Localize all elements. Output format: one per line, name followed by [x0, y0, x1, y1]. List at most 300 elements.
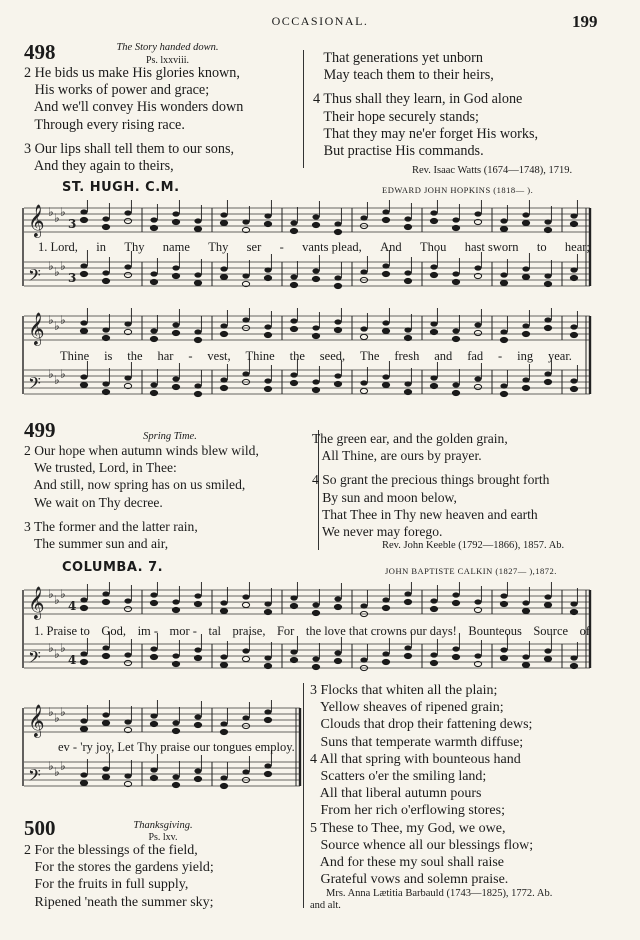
- note-head: [430, 218, 437, 223]
- note-head: [474, 330, 481, 335]
- note-head: [430, 272, 437, 277]
- occasion-500: Thanksgiving.: [133, 820, 193, 831]
- note-head: [360, 334, 367, 339]
- note-head: [172, 653, 179, 658]
- lyric-syllable: fresh: [394, 349, 420, 363]
- note-head: [500, 647, 507, 652]
- note-head: [500, 337, 507, 342]
- note-head: [452, 225, 459, 230]
- note-head: [570, 324, 577, 329]
- note-head: [172, 265, 179, 270]
- note-head: [570, 386, 577, 391]
- note-head: [102, 599, 109, 604]
- note-head: [500, 383, 507, 388]
- note-head: [150, 271, 157, 276]
- lyric-syllable: Source: [533, 624, 569, 638]
- running-header: OCCASIONAL.: [271, 14, 369, 28]
- note-head: [312, 602, 319, 607]
- lyric-syllable: is: [104, 349, 113, 363]
- verse-line: 4 Thus shall they learn, in God alone: [313, 91, 523, 108]
- note-head: [80, 382, 87, 387]
- verse-line: All Thine, are ours by prayer.: [312, 448, 482, 464]
- note-head: [430, 652, 437, 657]
- lyric-syllable: Thine: [60, 349, 90, 363]
- note-head: [80, 209, 87, 214]
- lyric-syllable: vest,: [207, 349, 231, 363]
- psalm-ref-498: Ps. lxxviii.: [145, 55, 190, 66]
- note-head: [102, 327, 109, 332]
- note-head: [264, 275, 271, 280]
- note-head: [500, 272, 507, 277]
- note-head: [264, 655, 271, 660]
- note-head: [312, 268, 319, 273]
- note-head: [194, 776, 201, 781]
- note-head: [242, 219, 249, 224]
- note-head: [522, 331, 529, 336]
- flat-icon: ♭: [54, 373, 60, 387]
- note-head: [220, 377, 227, 382]
- note-head: [452, 271, 459, 276]
- note-head: [264, 378, 271, 383]
- note-head: [290, 220, 297, 225]
- note-head: [172, 607, 179, 612]
- note-head: [264, 221, 271, 226]
- hymn-number-498: 498: [24, 40, 56, 64]
- note-head: [102, 720, 109, 725]
- column-rule: [303, 683, 304, 908]
- note-head: [570, 275, 577, 280]
- time-signature: 3: [68, 271, 77, 285]
- verse-line: 2 Our hope when autumn winds blew wild,: [24, 443, 259, 458]
- note-head: [172, 599, 179, 604]
- verse-line: The green ear, and the golden grain,: [312, 431, 508, 446]
- note-head: [404, 327, 411, 332]
- lyric-syllable: Thy: [208, 240, 229, 254]
- verse-line: Suns that temperate warmth diffuse;: [310, 734, 524, 750]
- note-head: [474, 653, 481, 658]
- note-head: [150, 721, 157, 726]
- note-head: [80, 772, 87, 777]
- lyric-syllable: Thy: [124, 240, 145, 254]
- note-head: [544, 379, 551, 384]
- note-head: [544, 317, 551, 322]
- flat-icon: ♭: [48, 313, 54, 327]
- note-head: [194, 655, 201, 660]
- lyric-syllable: name: [162, 240, 190, 254]
- note-head: [80, 328, 87, 333]
- note-head: [290, 649, 297, 654]
- lyric-syllable: the: [127, 349, 143, 363]
- note-head: [242, 656, 249, 661]
- verse-line: The summer sun and air,: [24, 536, 169, 552]
- note-head: [102, 653, 109, 658]
- treble-clef-icon: 𝄞: [28, 586, 45, 619]
- note-head: [334, 596, 341, 601]
- note-head: [172, 782, 179, 787]
- note-head: [290, 274, 297, 279]
- note-head: [80, 726, 87, 731]
- flat-icon: ♭: [54, 319, 60, 333]
- credit-500: Mrs. Anna Lætitia Barbauld (1743—1825), 1772. Ab.: [326, 888, 553, 899]
- verse-line: 3 The former and the latter rain,: [24, 518, 198, 534]
- note-head: [404, 591, 411, 596]
- occasion-499: Spring Time.: [143, 431, 197, 442]
- note-head: [172, 661, 179, 666]
- note-head: [102, 712, 109, 717]
- note-head: [290, 228, 297, 233]
- note-head: [172, 384, 179, 389]
- verse-line: His works of power and grace;: [24, 82, 210, 99]
- note-head: [150, 328, 157, 333]
- note-head: [312, 276, 319, 281]
- flat-icon: ♭: [60, 705, 66, 719]
- note-head: [382, 651, 389, 656]
- column-rule: [303, 50, 304, 168]
- note-head: [102, 389, 109, 394]
- note-head: [522, 212, 529, 217]
- hymn-number-500: 500: [24, 816, 56, 840]
- flat-icon: ♭: [48, 641, 54, 655]
- lyric-syllable: -: [279, 240, 284, 254]
- lyric-syllable: ing: [517, 349, 534, 363]
- note-head: [312, 664, 319, 669]
- note-head: [404, 270, 411, 275]
- note-head: [474, 211, 481, 216]
- note-head: [570, 221, 577, 226]
- verse-line: We trusted, Lord, in Thee:: [24, 460, 177, 476]
- note-head: [334, 650, 341, 655]
- note-head: [102, 774, 109, 779]
- note-head: [430, 329, 437, 334]
- lyric-syllable: 1. Lord,: [38, 240, 78, 254]
- note-head: [544, 325, 551, 330]
- note-head: [312, 222, 319, 227]
- treble-clef-icon: 𝄞: [28, 704, 45, 737]
- lyrics-columba-line1: [34, 624, 590, 639]
- note-head: [264, 267, 271, 272]
- flat-icon: ♭: [60, 259, 66, 273]
- note-head: [382, 605, 389, 610]
- note-head: [194, 218, 201, 223]
- note-head: [102, 224, 109, 229]
- note-head: [544, 648, 551, 653]
- note-head: [290, 372, 297, 377]
- note-head: [312, 214, 319, 219]
- note-head: [220, 212, 227, 217]
- note-head: [312, 325, 319, 330]
- verse-line: 4 All that spring with bounteous hand: [310, 751, 521, 767]
- note-head: [570, 601, 577, 606]
- flat-icon: ♭: [60, 587, 66, 601]
- bass-clef-icon: 𝄢: [28, 765, 41, 789]
- note-head: [264, 709, 271, 714]
- note-head: [80, 780, 87, 785]
- bass-clef-icon: 𝄢: [28, 265, 41, 289]
- lyric-syllable: the love that crowns our days!: [305, 624, 457, 638]
- note-head: [150, 654, 157, 659]
- flat-icon: ♭: [60, 641, 66, 655]
- verse-line: And they again to theirs,: [24, 158, 174, 175]
- note-head: [500, 391, 507, 396]
- lyric-syllable: fad: [467, 349, 484, 363]
- verse-line: Grateful vows and solemn praise.: [310, 872, 509, 888]
- lyrics-st-hugh-line2: [60, 349, 572, 364]
- note-head: [452, 600, 459, 605]
- verses-498-right: [313, 50, 538, 160]
- verse-line: [24, 134, 243, 141]
- verse-line: Clouds that drop their fattening dews;: [310, 717, 533, 733]
- lyric-syllable: mor -: [169, 624, 197, 638]
- lyric-syllable: The: [360, 349, 380, 363]
- note-head: [194, 226, 201, 231]
- verse-line: But practise His commands.: [313, 143, 484, 160]
- note-head: [80, 605, 87, 610]
- note-head: [570, 267, 577, 272]
- verse-line: And for these my soul shall raise: [310, 855, 505, 871]
- verse-line: And we'll convey His wonders down: [24, 99, 244, 116]
- note-head: [194, 714, 201, 719]
- note-head: [312, 379, 319, 384]
- note-head: [194, 280, 201, 285]
- note-head: [404, 335, 411, 340]
- note-head: [194, 391, 201, 396]
- note-head: [264, 386, 271, 391]
- tune-name-columba: COLUMBA. 7.: [62, 560, 164, 575]
- note-head: [522, 274, 529, 279]
- flat-icon: ♭: [54, 211, 60, 225]
- note-head: [80, 651, 87, 656]
- note-head: [150, 767, 157, 772]
- note-head: [220, 721, 227, 726]
- note-head: [334, 319, 341, 324]
- verse-line: All that liberal autumn pours: [310, 786, 482, 802]
- note-head: [150, 336, 157, 341]
- note-head: [80, 271, 87, 276]
- note-head: [474, 376, 481, 381]
- flat-icon: ♭: [48, 259, 54, 273]
- note-head: [220, 331, 227, 336]
- note-head: [404, 381, 411, 386]
- note-head: [102, 381, 109, 386]
- note-head: [452, 336, 459, 341]
- note-head: [220, 775, 227, 780]
- note-head: [150, 646, 157, 651]
- note-head: [242, 594, 249, 599]
- note-head: [430, 375, 437, 380]
- note-head: [194, 722, 201, 727]
- note-head: [194, 593, 201, 598]
- note-head: [172, 211, 179, 216]
- note-head: [452, 217, 459, 222]
- note-head: [452, 328, 459, 333]
- note-head: [220, 274, 227, 279]
- note-head: [124, 719, 131, 724]
- note-head: [194, 601, 201, 606]
- lyric-syllable: seed,: [319, 349, 346, 363]
- note-head: [220, 608, 227, 613]
- lyrics-st-hugh-line1: [38, 240, 590, 255]
- lyric-syllable: -: [188, 349, 193, 363]
- note-head: [220, 662, 227, 667]
- note-head: [334, 373, 341, 378]
- verses-500-left: [24, 842, 214, 911]
- note-head: [264, 601, 271, 606]
- credit-499: Rev. John Keeble (1792—1866), 1857. Ab.: [382, 540, 565, 551]
- verse-line: From her rich o'erflowing stores;: [310, 803, 505, 819]
- bass-clef-icon: 𝄢: [28, 647, 41, 671]
- note-head: [264, 332, 271, 337]
- note-head: [150, 592, 157, 597]
- note-head: [452, 390, 459, 395]
- lyric-syllable: Bounteous: [468, 624, 522, 638]
- note-head: [102, 591, 109, 596]
- note-head: [430, 606, 437, 611]
- note-head: [124, 272, 131, 277]
- note-head: [172, 728, 179, 733]
- credit-498: Rev. Isaac Watts (1674—1748), 1719.: [412, 165, 573, 176]
- note-head: [172, 720, 179, 725]
- note-head: [264, 609, 271, 614]
- note-head: [452, 646, 459, 651]
- note-head: [382, 209, 389, 214]
- tune-name-st-hugh: ST. HUGH. C.M.: [62, 180, 180, 195]
- verse-line: Their hope securely stands;: [313, 108, 480, 125]
- note-head: [360, 388, 367, 393]
- note-head: [80, 659, 87, 664]
- lyric-syllable: hear;: [564, 240, 590, 254]
- note-head: [220, 385, 227, 390]
- note-head: [430, 383, 437, 388]
- note-head: [290, 318, 297, 323]
- note-head: [452, 279, 459, 284]
- note-head: [334, 283, 341, 288]
- note-head: [334, 658, 341, 663]
- note-head: [544, 227, 551, 232]
- note-head: [102, 270, 109, 275]
- verse-line: [24, 511, 259, 518]
- note-head: [312, 610, 319, 615]
- note-head: [80, 217, 87, 222]
- note-head: [500, 226, 507, 231]
- note-head: [124, 210, 131, 215]
- note-head: [522, 662, 529, 667]
- note-head: [172, 330, 179, 335]
- flat-icon: ♭: [48, 587, 54, 601]
- verse-line: We never may forego.: [312, 524, 443, 540]
- note-head: [452, 382, 459, 387]
- note-head: [382, 320, 389, 325]
- lyric-syllable: 1. Praise to: [34, 624, 90, 638]
- note-head: [544, 273, 551, 278]
- note-head: [220, 600, 227, 605]
- note-head: [264, 663, 271, 668]
- note-head: [102, 645, 109, 650]
- note-head: [334, 327, 341, 332]
- note-head: [124, 652, 131, 657]
- page-number: 199: [572, 12, 598, 31]
- note-head: [290, 380, 297, 385]
- verse-line: Yellow sheaves of ripened grain;: [310, 700, 504, 716]
- treble-clef-icon: 𝄞: [28, 204, 45, 237]
- note-head: [102, 766, 109, 771]
- note-head: [360, 380, 367, 385]
- note-head: [452, 654, 459, 659]
- note-head: [220, 783, 227, 788]
- note-head: [150, 775, 157, 780]
- note-head: [220, 654, 227, 659]
- note-head: [102, 335, 109, 340]
- note-head: [360, 269, 367, 274]
- note-head: [334, 604, 341, 609]
- note-head: [242, 769, 249, 774]
- bass-clef-icon: 𝄢: [28, 373, 41, 397]
- note-head: [500, 280, 507, 285]
- note-head: [80, 320, 87, 325]
- flat-icon: ♭: [54, 711, 60, 725]
- note-head: [194, 647, 201, 652]
- note-head: [430, 660, 437, 665]
- note-head: [382, 328, 389, 333]
- credit-500-alt: and alt.: [310, 900, 341, 911]
- note-head: [382, 271, 389, 276]
- note-head: [360, 326, 367, 331]
- lyric-syllable: For: [276, 624, 295, 638]
- note-head: [544, 594, 551, 599]
- note-head: [360, 603, 367, 608]
- note-head: [264, 324, 271, 329]
- flat-icon: ♭: [54, 593, 60, 607]
- composer-st-hugh: EDWARD JOHN HOPKINS (1818— ).: [382, 185, 534, 195]
- verse-line: That Thee in Thy new heaven and earth: [312, 506, 538, 522]
- verse-line: Scatters o'er the smiling land;: [310, 769, 487, 785]
- note-head: [404, 599, 411, 604]
- lyric-syllable: the: [289, 349, 305, 363]
- note-head: [150, 217, 157, 222]
- note-head: [500, 329, 507, 334]
- note-head: [570, 655, 577, 660]
- flat-icon: ♭: [54, 765, 60, 779]
- note-head: [404, 224, 411, 229]
- note-head: [544, 656, 551, 661]
- note-head: [522, 266, 529, 271]
- occasion-498: The Story handed down.: [116, 42, 219, 53]
- note-head: [570, 609, 577, 614]
- lyric-syllable: vants plead,: [302, 240, 362, 254]
- note-head: [312, 387, 319, 392]
- note-head: [430, 321, 437, 326]
- note-head: [290, 603, 297, 608]
- lyric-syllable: hast sworn: [464, 240, 519, 254]
- flat-icon: ♭: [54, 647, 60, 661]
- note-head: [500, 218, 507, 223]
- note-head: [172, 273, 179, 278]
- lyric-syllable: -: [498, 349, 503, 363]
- note-head: [544, 371, 551, 376]
- note-head: [220, 220, 227, 225]
- verse-line: 2 For the blessings of the field,: [24, 843, 198, 858]
- note-head: [404, 653, 411, 658]
- note-head: [264, 213, 271, 218]
- note-head: [522, 654, 529, 659]
- note-head: [220, 729, 227, 734]
- verse-line: 2 He bids us make His glories known,: [24, 65, 240, 81]
- note-head: [312, 656, 319, 661]
- lyric-syllable: tal: [208, 624, 221, 638]
- note-head: [570, 332, 577, 337]
- note-head: [474, 599, 481, 604]
- note-head: [570, 378, 577, 383]
- lyrics-columba-line2: ev - 'ry joy, Let Thy praise our tongues employ.: [58, 740, 295, 754]
